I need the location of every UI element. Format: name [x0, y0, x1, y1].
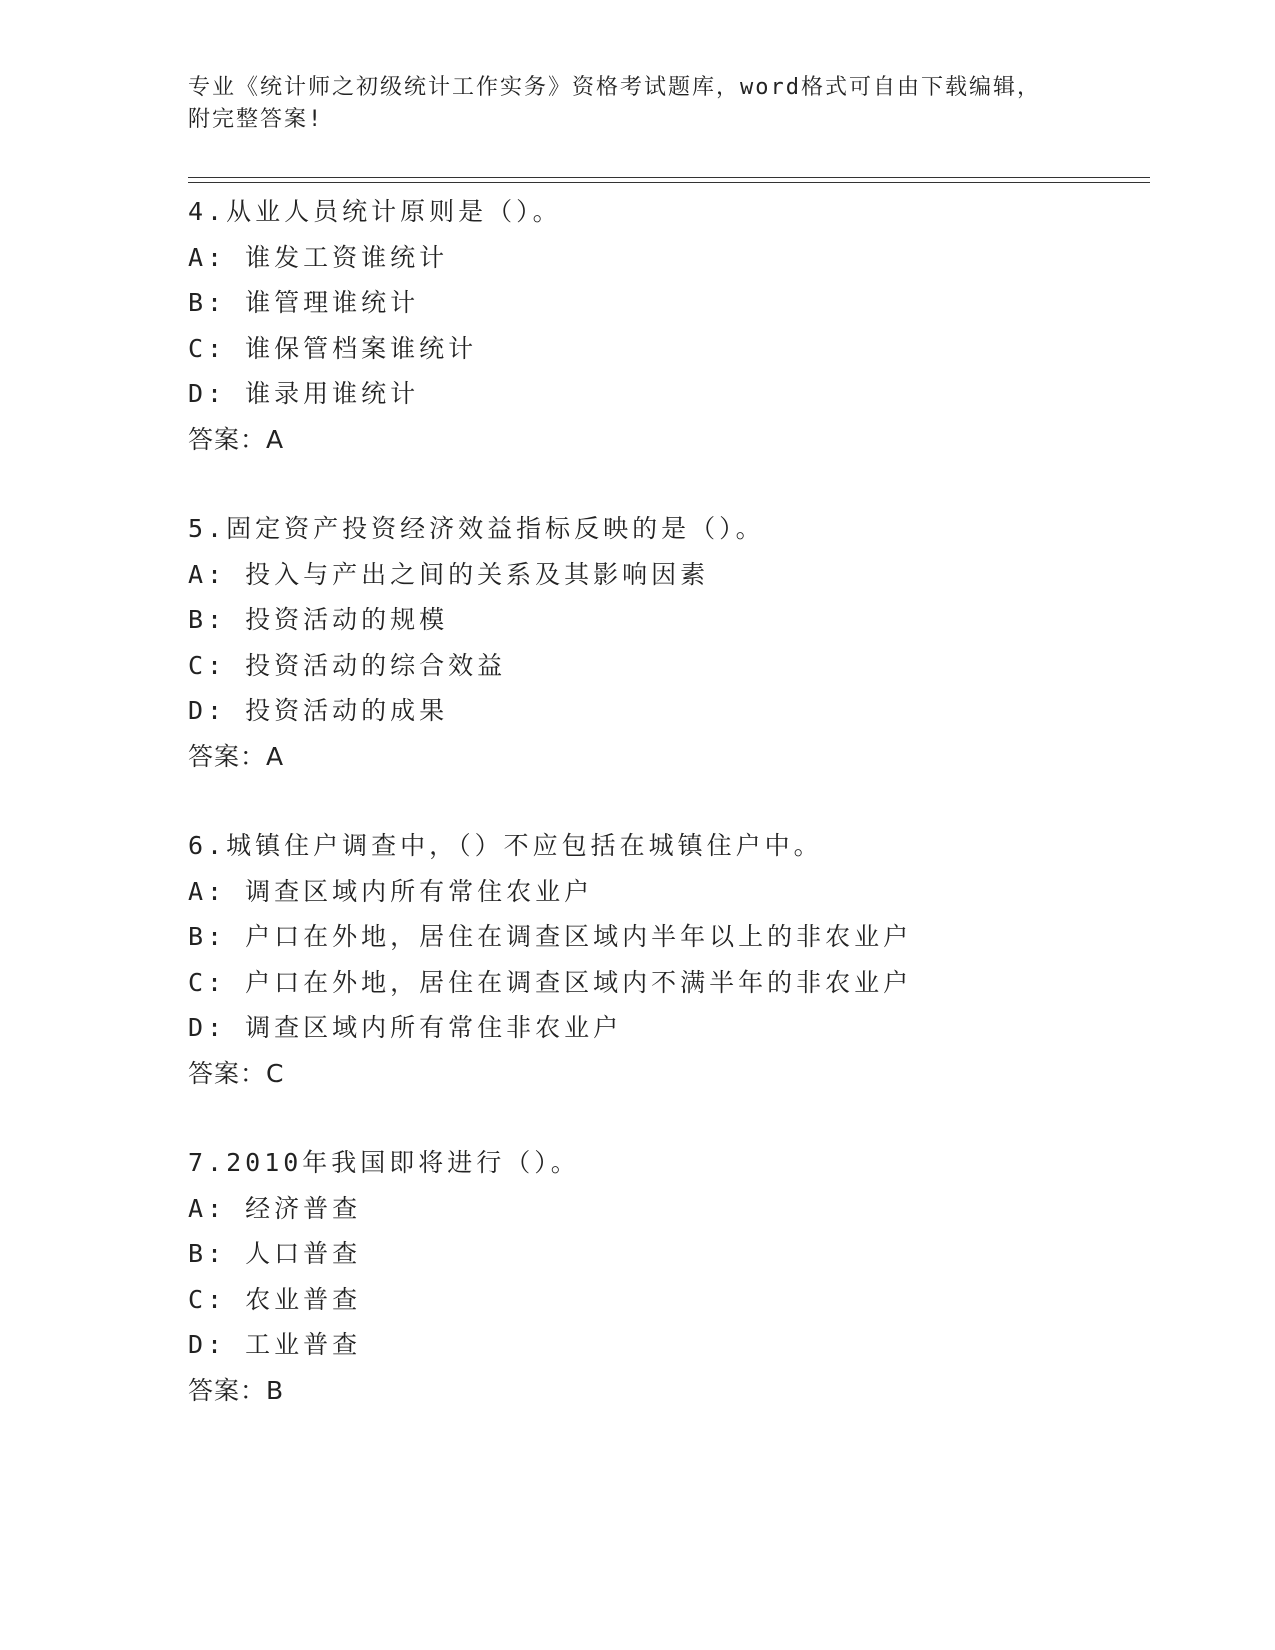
question-4 [188, 189, 1148, 462]
option-a: A: 调查区域内所有常住农业户 [188, 876, 594, 906]
option-c: C: 户口在外地，居住在调查区域内不满半年的非农业户 [188, 967, 913, 997]
option-a: A: 谁发工资谁统计 [188, 242, 449, 272]
option-d: D: 调查区域内所有常住非农业户 [188, 1013, 623, 1042]
answer-line: 答案：A [188, 741, 285, 771]
option-b: B: 投资活动的规模 [188, 605, 449, 634]
option-d: D: 工业普查 [188, 1330, 362, 1359]
answer-line: 答案：C [188, 1058, 285, 1088]
option-d: D: 投资活动的成果 [188, 696, 449, 725]
header-divider-bottom [188, 182, 1150, 183]
option-c: C: 谁保管档案谁统计 [188, 333, 478, 363]
question-stem: 4.从业人员统计原则是（）。 [188, 197, 562, 226]
option-b: B: 人口普查 [188, 1239, 362, 1268]
option-a: A: 经济普查 [188, 1193, 362, 1223]
question-stem: 5.固定资产投资经济效益指标反映的是（）。 [188, 514, 765, 543]
header-line-2: 附完整答案! [188, 107, 324, 132]
option-b: B: 户口在外地，居住在调查区域内半年以上的非农业户 [188, 922, 913, 951]
answer-line: 答案：B [188, 1375, 285, 1405]
option-d: D: 谁录用谁统计 [188, 379, 420, 408]
question-stem: 6.城镇住户调查中，（）不应包括在城镇住户中。 [188, 831, 823, 860]
header-divider-top [188, 177, 1150, 178]
option-b: B: 谁管理谁统计 [188, 288, 420, 317]
document-header [188, 72, 1088, 136]
option-a: A: 投入与产出之间的关系及其影响因素 [188, 559, 710, 589]
question-5 [188, 506, 1148, 779]
option-c: C: 农业普查 [188, 1284, 362, 1314]
answer-line: 答案：A [188, 424, 285, 454]
question-stem: 7.2010年我国即将进行（）。 [188, 1148, 580, 1177]
option-c: C: 投资活动的综合效益 [188, 650, 507, 680]
question-6 [188, 823, 1148, 1096]
header-line-1: 专业《统计师之初级统计工作实务》资格考试题库，word格式可自由下载编辑， [188, 75, 1041, 100]
question-7 [188, 1140, 1148, 1413]
